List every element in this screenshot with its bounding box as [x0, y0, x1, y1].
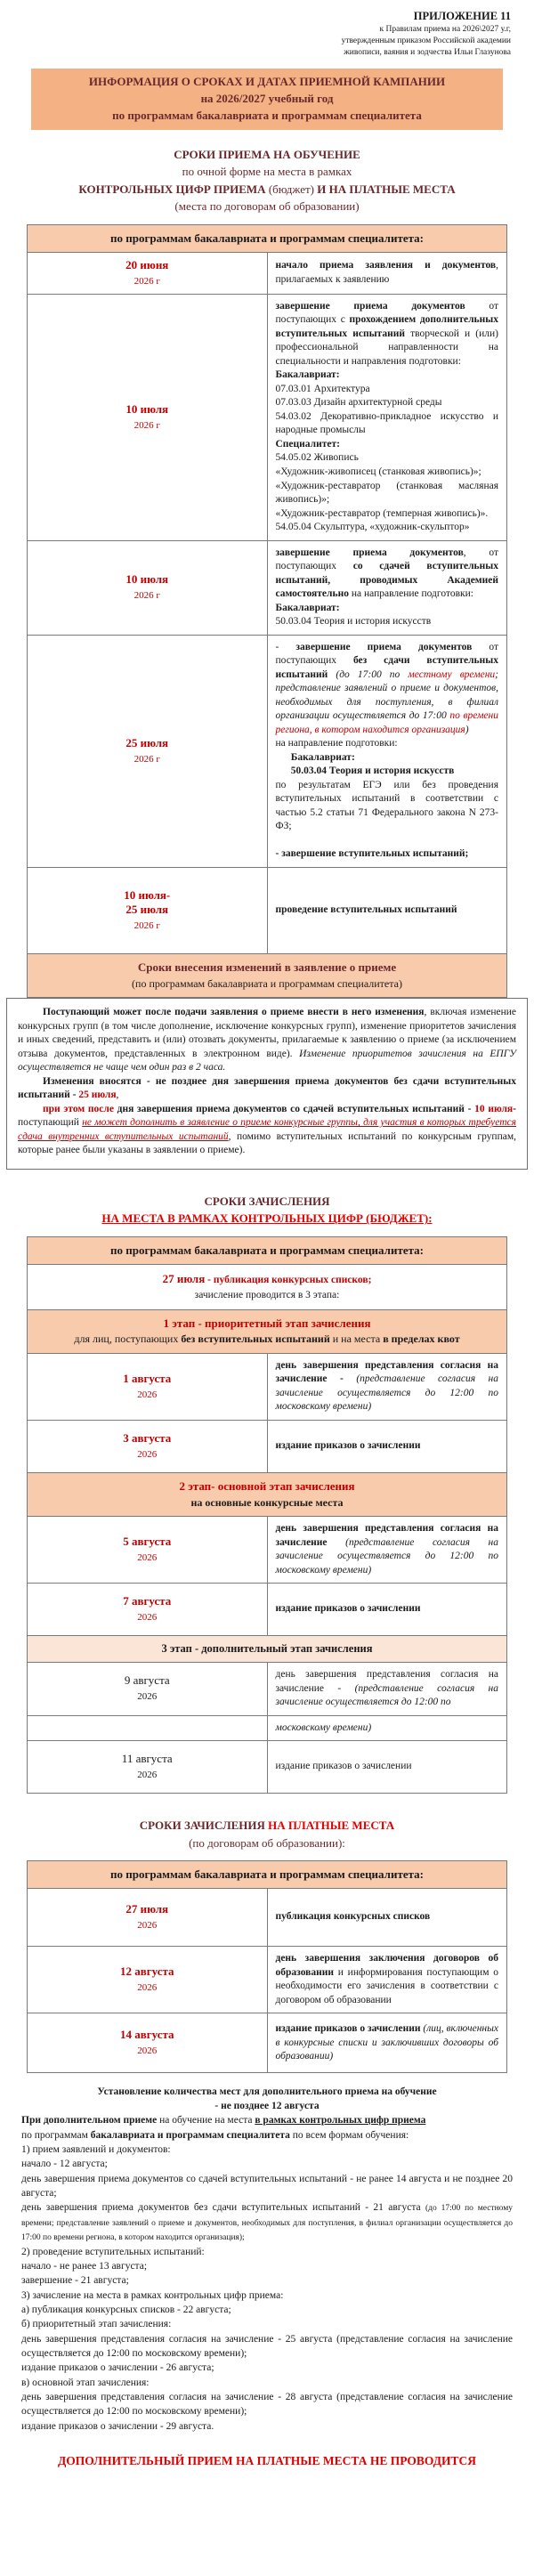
- date-cell: [28, 1947, 268, 2013]
- text-segment: без сдачи вступительных испытаний: [275, 655, 498, 680]
- text-segment: 2026: [137, 1920, 158, 1932]
- content-cell: [267, 1889, 507, 1947]
- text-segment: (по договорам об образовании):: [189, 1835, 345, 1850]
- text-segment: 2026: [137, 2045, 158, 2057]
- text-segment: 2026 г: [134, 590, 160, 602]
- bottom-line: [21, 2390, 513, 2419]
- text-segment: - завершение вступительных испытаний;: [275, 848, 469, 860]
- text-segment: [328, 1537, 346, 1548]
- text-segment: московскому времени): [275, 1721, 372, 1733]
- bottom-line: [21, 2317, 513, 2331]
- table-row: [28, 1265, 507, 1310]
- bottom-line: [21, 2376, 513, 2390]
- date-cell: [28, 867, 268, 953]
- text-segment: 50.03.04 Теория и история искусств: [275, 616, 432, 628]
- bottom-line: [21, 2273, 513, 2288]
- text-segment: СРОКИ ЗАЧИСЛЕНИЯ: [204, 1194, 330, 1208]
- table-header: по программам бакалавриата и программам специалитета:: [28, 224, 507, 252]
- text-segment: 10 июля-: [124, 887, 171, 902]
- text-segment: 07.03.01 Архитектура: [275, 383, 370, 394]
- text-segment: издание приказов о зачислении: [275, 1603, 421, 1615]
- text-segment: не может дополнить в заявление о приеме конкурсные группы, для участия в которых требуется сдача внутренних вступительных испытаний: [18, 1117, 516, 1142]
- content-cell: [267, 1715, 507, 1741]
- text-segment: б) приоритетный этап зачисления:: [21, 2319, 172, 2330]
- table-header-row: [28, 1236, 507, 1264]
- table-row: [28, 1947, 507, 2013]
- text-segment: 2026: [137, 1389, 158, 1400]
- section-title-admission: [0, 146, 534, 215]
- bottom-line: [21, 2419, 513, 2434]
- bottom-line: [21, 2200, 513, 2244]
- text-segment: 20 июня: [125, 258, 169, 272]
- date-cell: [28, 1420, 268, 1472]
- text-segment: «Художник-реставратор (темперная живопись)».: [275, 507, 489, 519]
- band-line: [36, 1332, 498, 1347]
- section-title-paid-enrollment: [0, 1817, 534, 1851]
- text-segment: на основные конкурсные места: [190, 1495, 344, 1509]
- text-segment: СРОКИ ЗАЧИСЛЕНИЯ: [139, 1819, 269, 1833]
- content-cell: [267, 1947, 507, 2013]
- text-segment: Сроки внесения изменений в заявление о приеме: [137, 960, 397, 974]
- text-segment: И НА ПЛАТНЫЕ МЕСТА: [314, 182, 456, 196]
- text-segment: 1) прием заявлений и документов:: [21, 2143, 171, 2155]
- text-segment: 50.03.04 Теория и история искусств: [275, 766, 455, 777]
- text-segment: на направление подготовки:: [275, 738, 398, 749]
- text-segment: 3 этап - дополнительный этап зачисления: [161, 1642, 373, 1656]
- bottom-line: [21, 2172, 513, 2201]
- text-segment: 54.05.02 Живопись: [275, 452, 359, 464]
- text-segment: СРОКИ ПРИЕМА НА ОБУЧЕНИЕ: [174, 147, 360, 161]
- text-segment: по времени региона, в котором находится организация: [275, 710, 498, 735]
- text-segment: в пределах квот: [383, 1333, 460, 1346]
- appendix-line: к Правилам приема на 2026\2027 у.г,: [379, 24, 511, 34]
- content-cell: [267, 635, 507, 867]
- text-segment: 2026 г: [134, 753, 160, 765]
- date-cell: [28, 1715, 268, 1741]
- text-segment: 2026: [137, 1770, 158, 1781]
- stage3-band: [28, 1636, 507, 1663]
- text-segment: без вступительных испытаний: [181, 1333, 330, 1346]
- text-segment: публикация конкурсных списков: [275, 1911, 431, 1923]
- bottom-line: [21, 2259, 513, 2273]
- text-segment: 2) проведение вступительных испытаний:: [21, 2246, 205, 2257]
- text-segment: «Художник-живописец (станковая живопись)»;: [275, 466, 481, 477]
- date-cell: [28, 635, 268, 867]
- text-segment: завершение приема документов: [275, 300, 465, 312]
- text-segment: КОНТРОЛЬНЫХ ЦИФР ПРИЕМА: [78, 182, 269, 196]
- date-cell: [28, 1889, 268, 1947]
- content-cell: [267, 867, 507, 953]
- text-segment: ,: [116, 1090, 119, 1101]
- table-row: [28, 1662, 507, 1715]
- text-segment: зачисление проводится в 3 этапа:: [194, 1290, 340, 1301]
- text-segment: -: [69, 1090, 79, 1101]
- text-segment: Бакалавриат:: [275, 369, 340, 381]
- text-segment: (лиц, включенных в конкурсные списки и заключивших договоры об образовании): [275, 2023, 498, 2062]
- table-row: [28, 1889, 507, 1947]
- text-segment: прохождением дополнительных вступительных испытаний: [275, 314, 498, 339]
- title-line: [0, 1193, 534, 1211]
- date-cell: [28, 1741, 268, 1794]
- text-segment: 25 июля: [78, 1090, 117, 1101]
- table-band-row: [28, 1472, 507, 1516]
- content-cell: [267, 1741, 507, 1794]
- bottom-line: [21, 2332, 513, 2361]
- text-segment: -: [205, 1275, 214, 1286]
- date-cell: [28, 1662, 268, 1715]
- text-segment: - не позднее 12 августа: [214, 2100, 320, 2111]
- text-segment: , прилагаемых к заявлению: [275, 260, 498, 285]
- additional-admission-deadline: [21, 2100, 513, 2114]
- text-segment: (до 17:00 по: [328, 668, 409, 680]
- text-segment: публикация конкурсных списков;: [213, 1275, 372, 1286]
- text-segment: [341, 1683, 354, 1694]
- text-segment: Изменения вносятся - не позднее дня завершения приема документов без сдачи вступительных испытаний: [18, 1075, 516, 1101]
- text-segment: 3 августа: [123, 1430, 172, 1445]
- title-line: [0, 1817, 534, 1835]
- text-segment: [344, 1373, 356, 1384]
- text-segment: 54.03.02 Декоративно-прикладное искусство и народные промыслы: [275, 410, 498, 436]
- text-segment: по очной форме на места в рамках: [182, 165, 352, 179]
- date-cell: [28, 1353, 268, 1420]
- text-segment: 25 июля: [125, 735, 169, 749]
- text-segment: завершение - 21 августа;: [21, 2275, 129, 2287]
- content-cell: [267, 1420, 507, 1472]
- table-band-row: [28, 1636, 507, 1663]
- additional-admission-title: [21, 2086, 513, 2100]
- text-segment: а) публикация конкурсных списков - 22 августа;: [21, 2305, 231, 2316]
- bottom-line: [21, 2157, 513, 2171]
- text-segment: Бакалавриат:: [275, 602, 340, 613]
- band-line: [36, 1316, 498, 1333]
- text-segment: -: [513, 1103, 516, 1114]
- bottom-line: [21, 2128, 513, 2143]
- text-segment: на направление подготовки:: [348, 588, 473, 600]
- content-cell: [267, 253, 507, 295]
- text-segment: издание приказов о зачислении: [275, 1761, 412, 1772]
- text-segment: (представление согласия на зачисление осуществляется до 12:00 по московскому времени): [275, 1536, 499, 1576]
- content-cell: [267, 540, 507, 635]
- text-segment: издание приказов о зачислении - 29 августа.: [21, 2420, 214, 2432]
- text-segment: (представление согласия на зачисление осуществляется до 12:00 по: [275, 1682, 498, 1708]
- title-line: [0, 146, 534, 164]
- title-line: [0, 163, 534, 181]
- content-cell: [267, 294, 507, 540]
- text-segment: 27 июля: [162, 1272, 206, 1286]
- text-segment: день завершения приема документов без сдачи вступительных испытаний - 21 августа: [21, 2202, 425, 2214]
- table-band-row: [28, 953, 507, 997]
- title-line: [0, 1835, 534, 1852]
- text-segment: дня завершения приема документов со сдачей вступительных испытаний: [113, 1103, 465, 1114]
- text-segment: начало приема заявления и документов: [275, 260, 497, 271]
- text-segment: -: [464, 1103, 475, 1114]
- table-row: [28, 1353, 507, 1420]
- banner-line: ИНФОРМАЦИЯ О СРОКАХ И ДАТАХ ПРИЕМНОЙ КАМПАНИИ: [88, 75, 446, 89]
- band-line: [36, 1495, 498, 1511]
- text-segment: и информирования поступающим о необходимости его зачисления в соответствии с договором об образовании: [275, 1966, 498, 2005]
- text-segment: от поступающих с: [275, 300, 499, 326]
- text-segment: 2026 г: [134, 275, 160, 287]
- text-segment: (до 17:00 по местному времени; представление заявлений о приеме и документов, необходимых для поступления, в филиал организации осуществляется до 17:00 по времени региона, в котором находится организация);: [21, 2204, 514, 2243]
- application-changes-note: [6, 998, 528, 1170]
- appendix-header: [0, 7, 534, 58]
- text-segment: Установление количества мест для дополнительного приема на обучение: [97, 2086, 437, 2098]
- text-segment: для лиц, поступающих: [74, 1333, 182, 1346]
- text-segment: 07.03.03 Дизайн архитектурной среды: [275, 397, 442, 409]
- text-segment: издание приказов о зачислении: [275, 2023, 424, 2035]
- table-header-row: [28, 1861, 507, 1889]
- date-cell: [28, 294, 268, 540]
- text-segment: день завершения представления согласия на зачисление: [275, 1523, 498, 1548]
- text-segment: завершение приема документов: [275, 547, 464, 558]
- lists-publication-row: [28, 1265, 507, 1310]
- text-segment: , помимо вступительных испытаний по конкурсным группам, которые ранее были указаны в заявлении о приеме).: [18, 1130, 516, 1156]
- text-segment: день завершения представления согласия на зачисление -: [275, 1359, 498, 1385]
- text-segment: по программам: [21, 2129, 91, 2141]
- content-cell: [267, 1662, 507, 1715]
- stage1-band: [28, 1309, 507, 1353]
- text-segment: 14 августа: [119, 2028, 174, 2042]
- text-segment: начало - 12 августа;: [21, 2159, 108, 2170]
- text-segment: день завершения представления согласия на зачисление - 28 августа (представление согласия на зачисление осуществляется до 12:00 по московскому времени);: [21, 2392, 513, 2418]
- table-header: по программам бакалавриата и программам специалитета:: [28, 1861, 507, 1889]
- text-segment: Специалитет:: [275, 438, 340, 450]
- text-segment: (по программам бакалавриата и программам специалитета): [132, 976, 402, 990]
- text-segment: (бюджет): [268, 182, 315, 196]
- title-line: [0, 198, 534, 215]
- appendix-title: ПРИЛОЖЕНИЕ 11: [413, 10, 511, 22]
- text-segment: при этом после: [43, 1103, 114, 1114]
- text-segment: Поступающий может после подачи заявления о приеме внести в него изменения: [43, 1007, 425, 1018]
- text-segment: НА ПЛАТНЫЕ МЕСТА: [268, 1819, 395, 1833]
- band-line: [36, 976, 498, 992]
- text-segment: по всем формам обучения:: [289, 2129, 409, 2141]
- text-segment: 10 июля: [125, 401, 169, 416]
- text-segment: программам специалитета: [166, 2129, 290, 2141]
- admission-deadlines-table: [27, 224, 507, 998]
- date-cell: [28, 540, 268, 635]
- bottom-line: [21, 2361, 513, 2375]
- note-paragraph: [18, 1075, 516, 1103]
- bottom-line: [21, 2303, 513, 2317]
- text-segment: 10 июля: [474, 1103, 514, 1114]
- text-segment: со сдачей вступительных испытаний, проводимых Академией самостоятельно: [275, 561, 498, 600]
- text-segment: 27 июля: [125, 1902, 169, 1916]
- table-row: [28, 867, 507, 953]
- date-cell: [28, 253, 268, 295]
- text-segment: Изменение приоритетов зачисления на ЕПГУ осуществляется не чаще чем один раз в 2 часа.: [18, 1048, 516, 1073]
- title-line: [0, 181, 534, 198]
- text-segment: 5 августа: [123, 1535, 172, 1549]
- banner-line: на 2026/2027 учебный год: [200, 92, 334, 106]
- changes-band: [28, 953, 507, 997]
- table-header-row: [28, 224, 507, 252]
- title-line: [0, 1210, 534, 1227]
- table-row: [28, 540, 507, 635]
- text-segment: от поступающих: [275, 641, 498, 667]
- additional-admission-section: [21, 2086, 513, 2469]
- bottom-line: [21, 2288, 513, 2303]
- text-segment: «Художник-реставратор (станковая масляная живопись)»;: [275, 480, 498, 506]
- text-segment: 3) зачисление на места в рамках контрольных цифр приема:: [21, 2289, 284, 2301]
- text-segment: в) основной этап зачисления:: [21, 2377, 150, 2388]
- banner-line: по программам бакалавриата и программам специалитета: [112, 109, 422, 122]
- text-segment: 1 августа: [123, 1371, 172, 1385]
- text-segment: 10 июля: [125, 572, 169, 587]
- text-segment: в рамках контрольных цифр приема: [255, 2115, 426, 2126]
- text-segment: При дополнительном приеме: [21, 2115, 158, 2126]
- text-segment: 1 этап - приоритетный этап зачисления: [163, 1316, 371, 1330]
- table-row: [28, 1741, 507, 1794]
- note-paragraph: [18, 1103, 516, 1158]
- band-line: [36, 1478, 498, 1495]
- stage2-band: [28, 1472, 507, 1516]
- text-segment: местному времени: [408, 668, 496, 680]
- text-segment: ; представление заявлений о приеме и документов, необходимых для поступления, в филиал организации осуществляется до 17:00: [275, 668, 498, 722]
- section-title-budget-enrollment: [0, 1193, 534, 1227]
- appendix-line: утвержденным приказом Российской академии: [341, 36, 511, 45]
- text-segment: день завершения представления согласия на зачисление - 25 августа (представление согласия на зачисление осуществляется до 12:00 по московскому времени);: [21, 2333, 513, 2360]
- text-segment: 7 августа: [123, 1594, 172, 1608]
- text-segment: творческой и (или) профессиональной направленности на специальности и направления подготовки:: [275, 328, 498, 367]
- text-segment: 2026: [137, 1552, 158, 1564]
- text-segment: 2026 г: [134, 920, 160, 932]
- paid-enrollment-table: [27, 1860, 507, 2073]
- text-segment: день завершения приема документов со сдачей вступительных испытаний - не ранее 14 августа и не позднее 20 августа;: [21, 2173, 513, 2199]
- content-cell: [267, 1353, 507, 1420]
- budget-enrollment-table: [27, 1236, 507, 1794]
- text-segment: 2026: [137, 1982, 158, 1994]
- text-segment: 2 этап- основной этап зачисления: [179, 1478, 355, 1493]
- text-segment: на обучение на места: [157, 2115, 255, 2126]
- text-segment: завершение приема документов: [295, 641, 473, 652]
- text-segment: поступающий: [18, 1117, 83, 1129]
- text-segment: по результатам ЕГЭ или без проведения вступительных испытаний в соответствии с частью 5.2 статьи 71 Федерального закона N 273-ФЗ;: [275, 779, 498, 832]
- text-segment: 2026: [137, 1691, 158, 1703]
- band-line: [36, 960, 498, 976]
- text-segment: Бакалавриат:: [275, 751, 355, 763]
- table-row: [28, 294, 507, 540]
- text-segment: (представление согласия на зачисление осуществляется до 12:00 по московскому времени): [275, 1373, 498, 1413]
- no-additional-paid-admission-notice: ДОПОЛНИТЕЛЬНЫЙ ПРИЕМ НА ПЛАТНЫЕ МЕСТА НЕ ПРОВОДИТСЯ: [57, 2454, 476, 2468]
- content-cell: [267, 1517, 507, 1584]
- content-cell: [267, 1584, 507, 1636]
- table-row: [28, 1517, 507, 1584]
- text-segment: , включая изменение конкурсных групп (в том числе дополнение, исключение конкурсных групп), изменение приоритетов зачисления и иных сведений, представить и (или) отозвать документы, прилагаемые к заявлению о приеме (за исключением отзыва документов, представленных в электронном виде).: [18, 1007, 516, 1059]
- date-cell: [28, 1584, 268, 1636]
- text-segment: начало - не ранее 13 августа;: [21, 2261, 148, 2272]
- bottom-line: [21, 2245, 513, 2259]
- content-cell: [267, 2013, 507, 2073]
- text-segment: издание приказов о зачислении - 26 августа;: [21, 2362, 214, 2374]
- text-segment: день завершения представления согласия на зачисление -: [275, 1668, 498, 1694]
- text-segment: 25 июля: [125, 903, 169, 917]
- text-segment: 54.05.04 Скульптура, «художник-скульптор»: [275, 522, 470, 533]
- text-segment: 2026 г: [134, 419, 160, 431]
- table-row: [28, 1420, 507, 1472]
- table-row: [28, 2013, 507, 2073]
- text-segment: ): [465, 724, 469, 735]
- text-segment: , от поступающих: [275, 547, 499, 572]
- table-band-row: [28, 1309, 507, 1353]
- text-segment: день завершения заключения договоров об образовании: [275, 1953, 498, 1978]
- text-segment: 2026: [137, 1448, 158, 1460]
- text-segment: 2026: [137, 1612, 158, 1624]
- table-row: [28, 1715, 507, 1741]
- campaign-banner: [31, 69, 503, 130]
- table-row: [28, 635, 507, 867]
- text-segment: бакалавриата и: [90, 2129, 164, 2141]
- date-cell: [28, 1517, 268, 1584]
- bottom-line: [21, 2113, 513, 2127]
- text-segment: и на места: [329, 1333, 384, 1346]
- table-header: по программам бакалавриата и программам специалитета:: [28, 1236, 507, 1264]
- bottom-line: [21, 2143, 513, 2157]
- text-segment: проведение вступительных испытаний: [275, 904, 457, 916]
- table-row: [28, 253, 507, 295]
- text-segment: (места по договорам об образовании): [174, 199, 360, 214]
- text-segment: -: [275, 641, 296, 652]
- text-segment: 9 августа: [124, 1673, 170, 1688]
- table-row: [28, 1584, 507, 1636]
- note-paragraph: [18, 1006, 516, 1075]
- appendix-line: живописи, ваяния и зодчества Ильи Глазунова: [344, 47, 511, 57]
- date-cell: [28, 2013, 268, 2073]
- text-segment: 11 августа: [121, 1752, 173, 1766]
- text-segment: НА МЕСТА В РАМКАХ КОНТРОЛЬНЫХ ЦИФР (БЮДЖЕТ):: [101, 1211, 433, 1226]
- text-segment: 12 августа: [119, 1964, 174, 1979]
- text-segment: издание приказов о зачислении: [275, 1440, 421, 1452]
